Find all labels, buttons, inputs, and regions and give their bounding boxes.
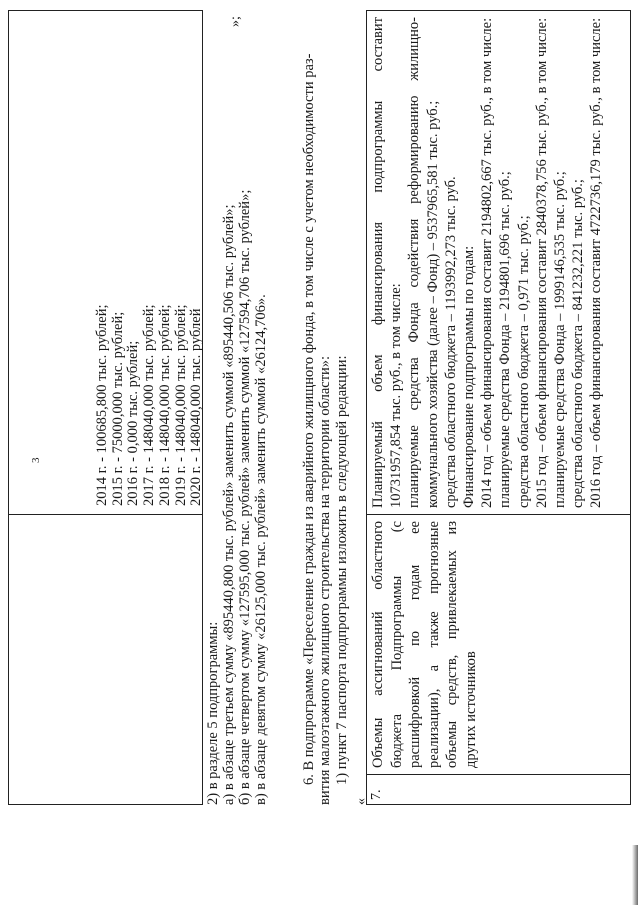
year-amount-line: 2019 г. - 148040,000 тыс. рублей; bbox=[172, 304, 189, 506]
opening-quote-mark: « bbox=[354, 798, 369, 805]
table-cell-empty bbox=[9, 514, 202, 804]
row-number: 7. bbox=[367, 774, 630, 804]
year-amount-line: 2014 г. - 100685,800 тыс. рублей; bbox=[94, 304, 110, 506]
paragraph-item-1: 1) пункт 7 паспорта подпрограммы изложить в следующей редакции: bbox=[334, 355, 350, 785]
content-line: Планируемый объем финансирования подпрограммы составит bbox=[370, 17, 386, 508]
scan-edge-shadow bbox=[632, 845, 638, 905]
content-line: средства областного бюджета – 841232,221 тыс. руб.; bbox=[570, 179, 587, 508]
table-cell-years bbox=[9, 11, 205, 514]
content-line: Финансирование подпрограммы по годам: bbox=[461, 245, 478, 508]
passport-table bbox=[366, 10, 631, 805]
content-line: 2015 год – объем финансирования составит 2840378,756 тыс. руб., в том числе: bbox=[533, 17, 550, 508]
content-line: 2016 год – объем финансирования составит 4722736,179 тыс. руб., в том числе: bbox=[588, 17, 605, 508]
year-amount-line: 2020 г. - 148040,000 тыс. рублей bbox=[188, 308, 205, 506]
content-line: планируемые средства Фонда – 1999146,535 тыс. руб.; bbox=[552, 171, 569, 508]
year-amounts-list bbox=[95, 305, 205, 507]
year-amount-line: 2017 г. - 148040,000 тыс. рублей; bbox=[141, 304, 158, 506]
paragraph-item-6-cont: вития малоэтажного жилищного строительства на территории области»: bbox=[317, 355, 333, 805]
content-line: средства областного бюджета – 1193992,273 тыс. руб. bbox=[442, 176, 459, 508]
funding-table-continued bbox=[8, 10, 203, 805]
year-amount-line: 2015 г. - 75000,000 тыс. рублей; bbox=[109, 311, 126, 506]
year-amount-line: 2018 г. - 148040,000 тыс. рублей; bbox=[156, 304, 173, 506]
year-amount-line: 2016 г. - 0,000 тыс. рублей; bbox=[125, 340, 142, 506]
paragraph-item-v: в) в абзаце девятом сумму «26125,000 тыс. рублей» заменить суммой «26124,706». bbox=[253, 294, 269, 805]
content-line: коммунального хозяйства (далее – Фонд) – 9537965,581 тыс. руб.; bbox=[424, 100, 441, 508]
content-line: средства областного бюджета – 0,971 тыс. руб.; bbox=[515, 215, 532, 508]
content-line: планируемые средства Фонда содействия реформированию жилищно- bbox=[406, 17, 423, 508]
content-line: 10731957,854 тыс. руб., в том числе: bbox=[388, 283, 405, 508]
row-name: Объемы ассигнований областного бюджета Подпрограммы (с расшифровкой по годам ее реализации), а также прогнозные объемы средств, привлекаемых из других источников bbox=[367, 514, 630, 774]
content-line: 2014 год – объем финансирования составит 2194802,667 тыс. руб., в том числе: bbox=[479, 17, 496, 508]
paragraph-item-a: а) в абзаце третьем сумму «895440,800 тыс. рублей» заменить суммой «895440,506 тыс. рублей»; bbox=[221, 204, 237, 805]
paragraph-section-5: 2) в разделе 5 подпрограммы: bbox=[205, 621, 221, 805]
paragraph-item-6: 6. В подпрограмме «Переселение граждан из аварийного жилищного фонда, в том числе с учетом необходимости раз- bbox=[301, 53, 317, 785]
content-line: планируемые средства Фонда – 2194801,696 тыс. руб.; bbox=[497, 171, 514, 508]
closing-quote-mark: »; bbox=[228, 16, 243, 27]
page-number: 3 bbox=[30, 457, 42, 463]
row-content bbox=[367, 11, 630, 514]
paragraph-item-b: б) в абзаце четвертом сумму «127595,000 тыс. рублей» заменить суммой «127594,706 тыс. рублей»; bbox=[237, 189, 253, 805]
